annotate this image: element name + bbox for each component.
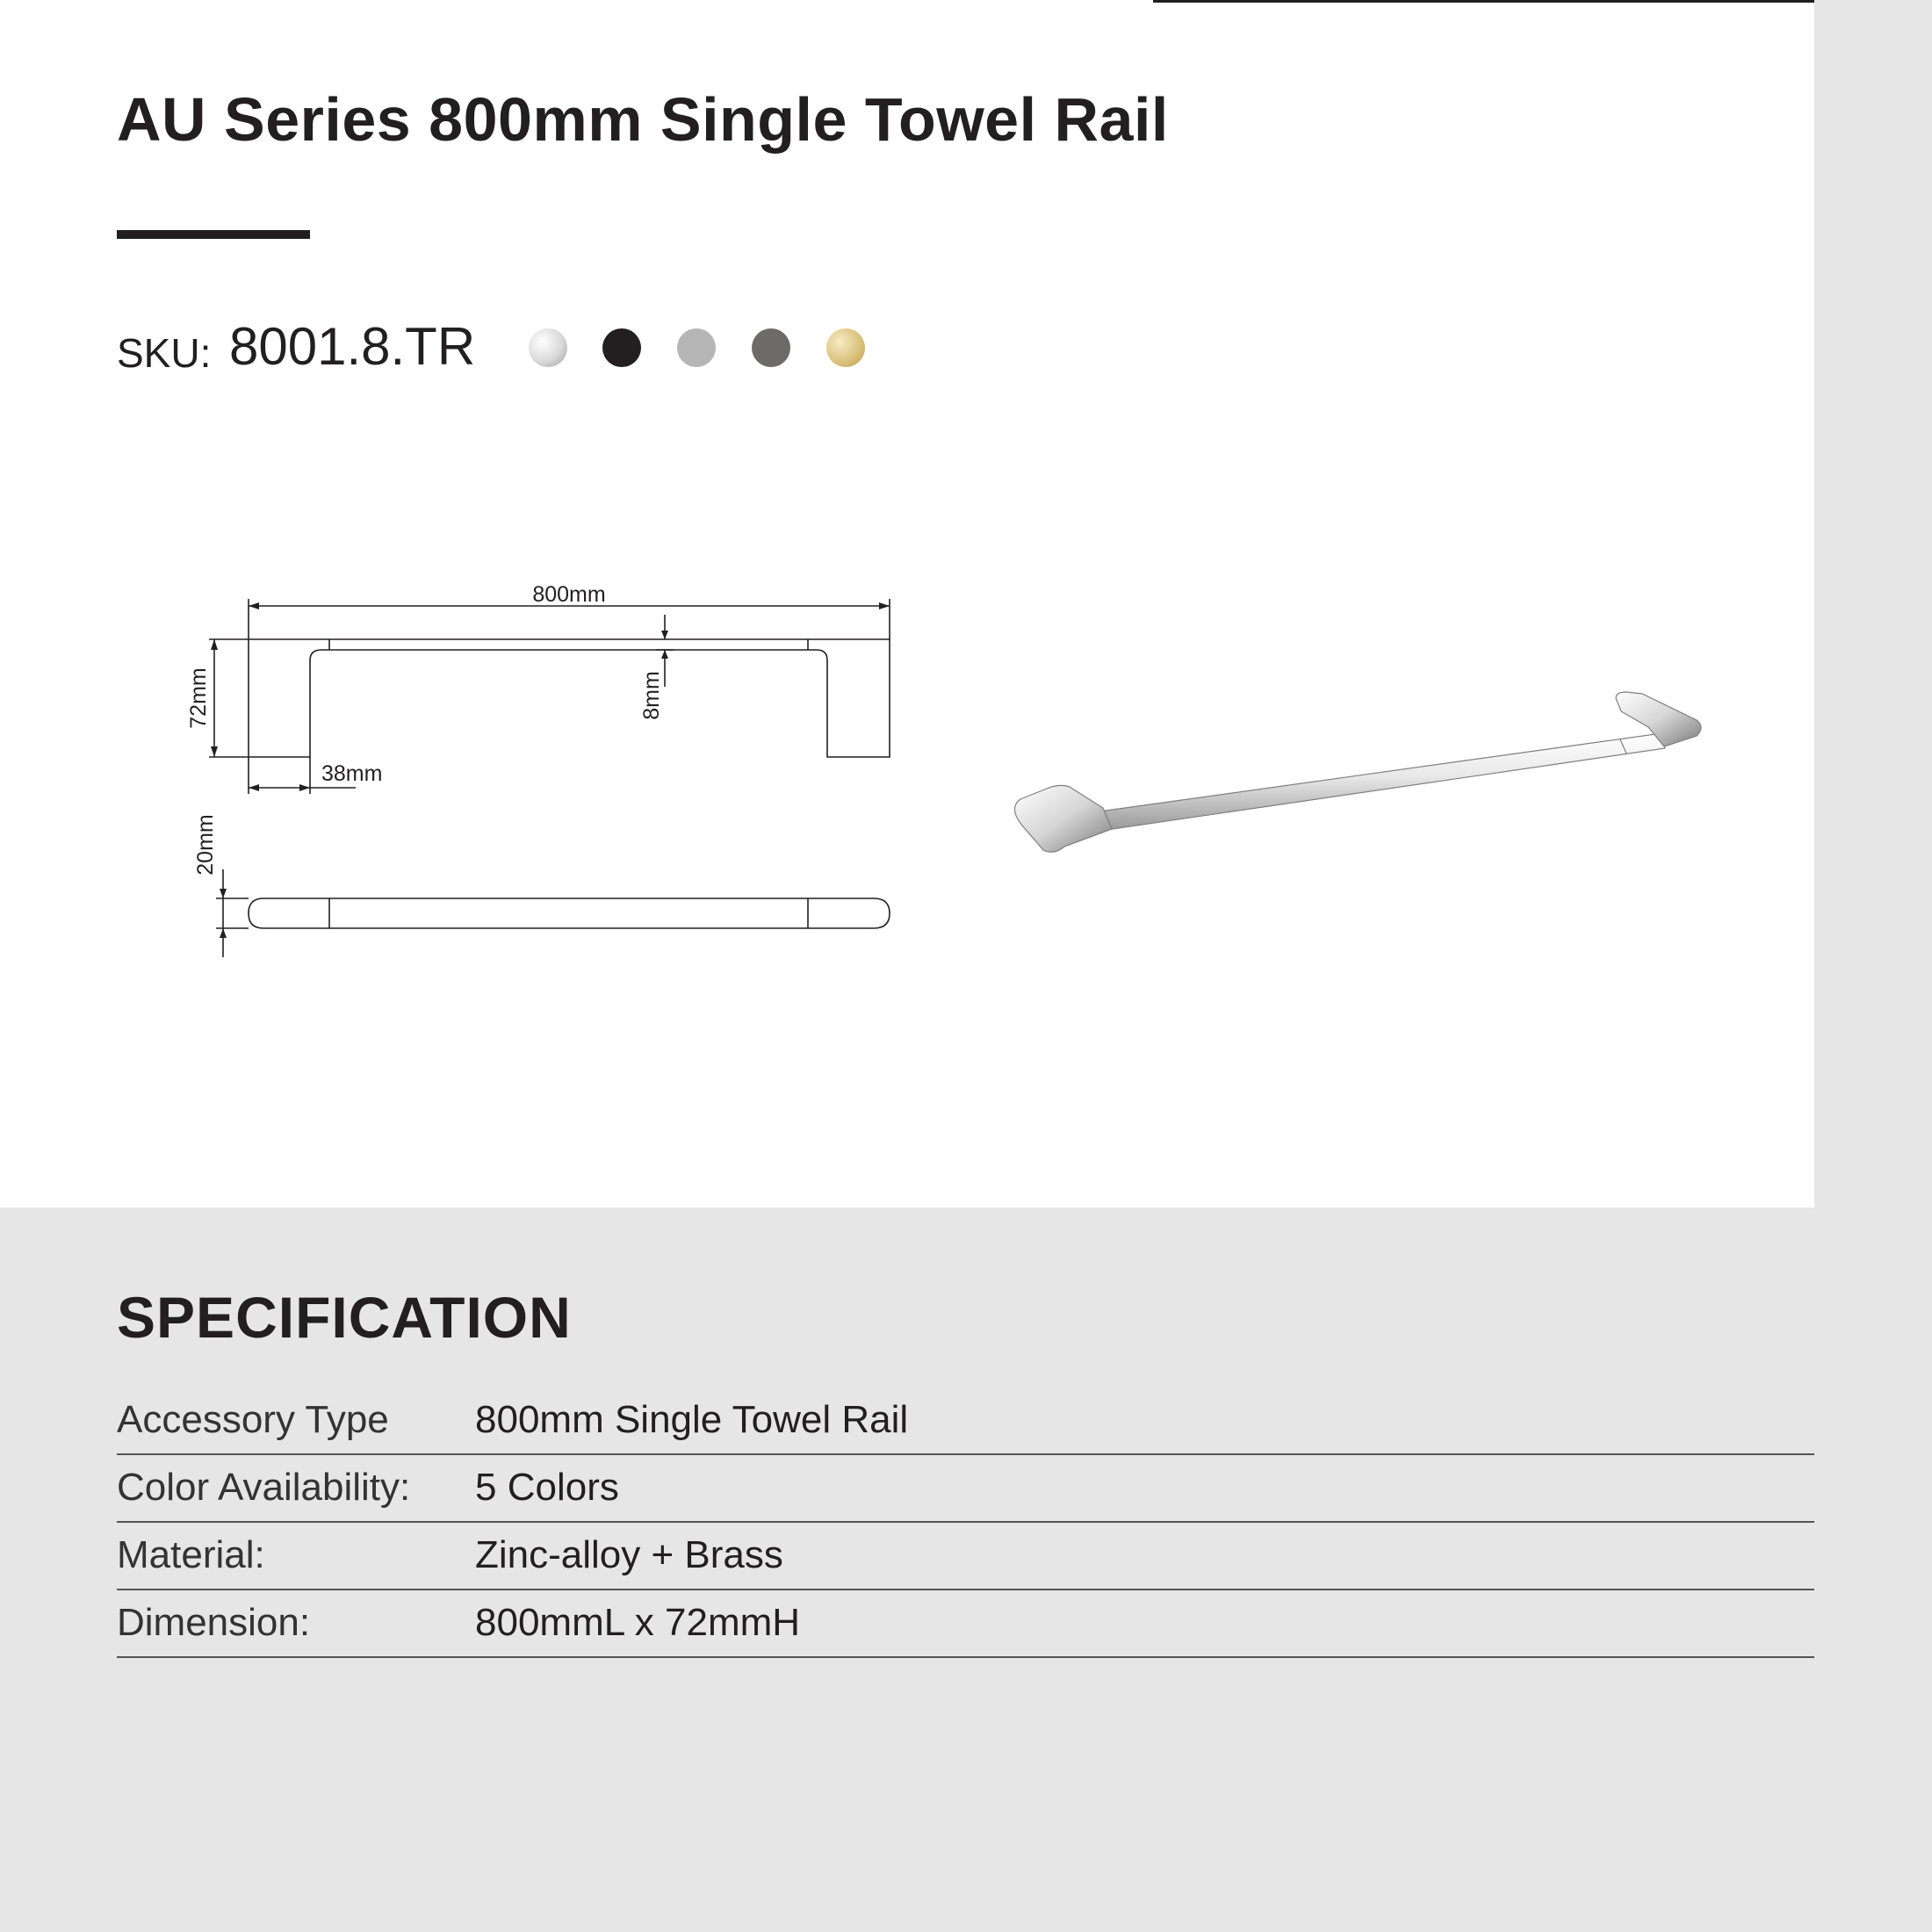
specification-table bbox=[117, 1388, 1814, 1658]
spec-row-dimension bbox=[117, 1590, 1814, 1658]
finish-swatch-brushed-nickel[interactable] bbox=[677, 328, 716, 367]
spec-value: 800mm Single Towel Rail bbox=[475, 1398, 909, 1441]
sku-value: 8001.8.TR bbox=[229, 317, 476, 376]
bar-thickness-label: 8mm bbox=[639, 671, 664, 720]
height-dimension-label: 72mm bbox=[186, 667, 211, 729]
spec-label: Color Availability: bbox=[117, 1466, 411, 1509]
post-width-label: 38mm bbox=[321, 761, 383, 786]
sku-label: SKU: bbox=[117, 330, 212, 376]
spec-label: Material: bbox=[117, 1533, 265, 1576]
top-divider bbox=[1153, 0, 1814, 3]
page-title: AU Series 800mm Single Towel Rail bbox=[117, 85, 1169, 154]
front-view-outline bbox=[249, 639, 890, 757]
depth-dimension-label: 20mm bbox=[193, 814, 218, 876]
spec-row-material bbox=[117, 1523, 1814, 1590]
finish-swatch-chrome[interactable] bbox=[529, 328, 567, 367]
title-underline bbox=[117, 230, 310, 239]
finish-swatch-matte-black[interactable] bbox=[602, 328, 641, 367]
finish-swatch-gunmetal[interactable] bbox=[752, 328, 790, 367]
spec-value: Zinc-alloy + Brass bbox=[475, 1533, 783, 1576]
finish-swatch-brushed-gold[interactable] bbox=[826, 328, 865, 367]
width-dimension-label: 800mm bbox=[532, 582, 606, 607]
specification-heading: SPECIFICATION bbox=[117, 1285, 572, 1350]
product-image bbox=[1001, 676, 1730, 869]
spec-value: 5 Colors bbox=[475, 1466, 619, 1509]
spec-label: Accessory Type bbox=[117, 1398, 389, 1441]
spec-label: Dimension: bbox=[117, 1601, 311, 1644]
spec-value: 800mmL x 72mmH bbox=[475, 1601, 801, 1644]
technical-drawing bbox=[176, 580, 913, 966]
side-view-outline bbox=[249, 898, 890, 928]
spec-row-color-availability bbox=[117, 1455, 1814, 1523]
spec-row-accessory-type bbox=[117, 1388, 1814, 1455]
rail-bar bbox=[1093, 733, 1665, 830]
left-bracket bbox=[1014, 785, 1112, 852]
